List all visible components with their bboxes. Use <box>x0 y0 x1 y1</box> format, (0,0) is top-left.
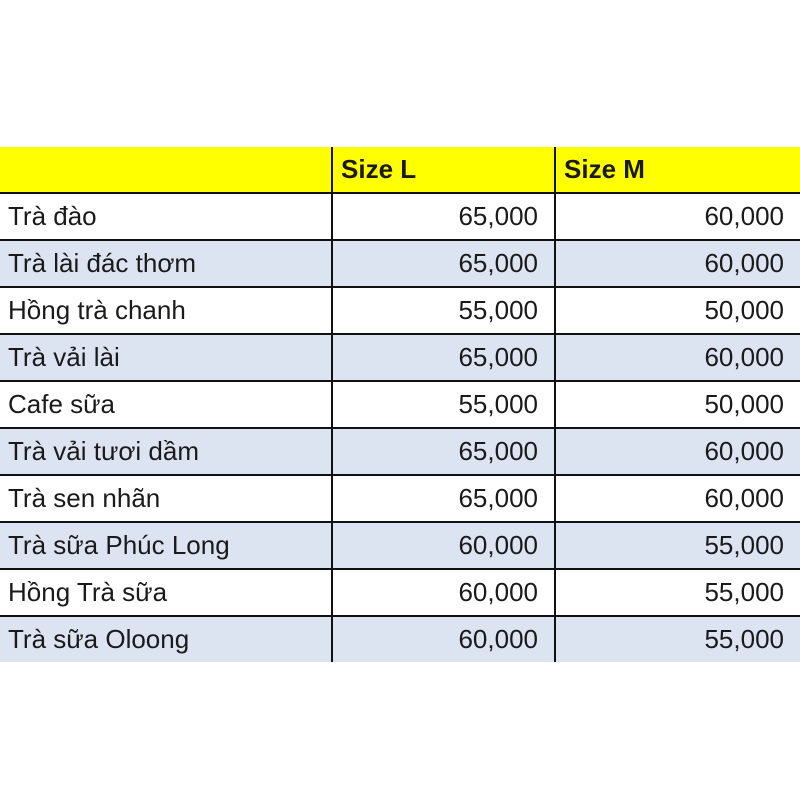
table-row <box>0 240 800 287</box>
price-size-l-cell: 65,000 <box>332 240 555 287</box>
drink-name-cell: Hồng trà chanh <box>0 287 332 334</box>
drink-name-cell: Cafe sữa <box>0 381 332 428</box>
table-row <box>0 616 800 662</box>
price-size-m-cell: 55,000 <box>555 522 800 569</box>
price-size-l-cell: 55,000 <box>332 381 555 428</box>
header-size-m: Size M <box>555 147 800 193</box>
price-size-l-cell: 60,000 <box>332 569 555 616</box>
table-row <box>0 522 800 569</box>
drink-name-cell: Trà sữa Phúc Long <box>0 522 332 569</box>
drink-name-cell: Hồng Trà sữa <box>0 569 332 616</box>
price-size-l-cell: 60,000 <box>332 616 555 662</box>
header-name <box>0 147 332 193</box>
price-size-l-cell: 65,000 <box>332 193 555 240</box>
drink-name-cell: Trà vải tươi dầm <box>0 428 332 475</box>
table-row <box>0 569 800 616</box>
price-size-l-cell: 60,000 <box>332 522 555 569</box>
drink-name-cell: Trà sữa Oloong <box>0 616 332 662</box>
table-row <box>0 381 800 428</box>
drink-name-cell: Trà vải lài <box>0 334 332 381</box>
table-row <box>0 193 800 240</box>
header-size-l: Size L <box>332 147 555 193</box>
price-size-l-cell: 65,000 <box>332 475 555 522</box>
price-size-l-cell: 65,000 <box>332 334 555 381</box>
table-row <box>0 475 800 522</box>
price-size-m-cell: 60,000 <box>555 428 800 475</box>
drink-name-cell: Trà sen nhãn <box>0 475 332 522</box>
price-size-m-cell: 60,000 <box>555 240 800 287</box>
price-size-m-cell: 55,000 <box>555 569 800 616</box>
table-row <box>0 334 800 381</box>
price-size-m-cell: 60,000 <box>555 334 800 381</box>
drink-name-cell: Trà đào <box>0 193 332 240</box>
price-size-m-cell: 60,000 <box>555 193 800 240</box>
price-size-m-cell: 50,000 <box>555 381 800 428</box>
table-row <box>0 287 800 334</box>
drink-name-cell: Trà lài đác thơm <box>0 240 332 287</box>
price-size-m-cell: 50,000 <box>555 287 800 334</box>
table-row <box>0 428 800 475</box>
price-size-m-cell: 60,000 <box>555 475 800 522</box>
price-size-l-cell: 65,000 <box>332 428 555 475</box>
header-row <box>0 147 800 193</box>
price-size-l-cell: 55,000 <box>332 287 555 334</box>
price-table <box>0 147 800 662</box>
price-size-m-cell: 55,000 <box>555 616 800 662</box>
